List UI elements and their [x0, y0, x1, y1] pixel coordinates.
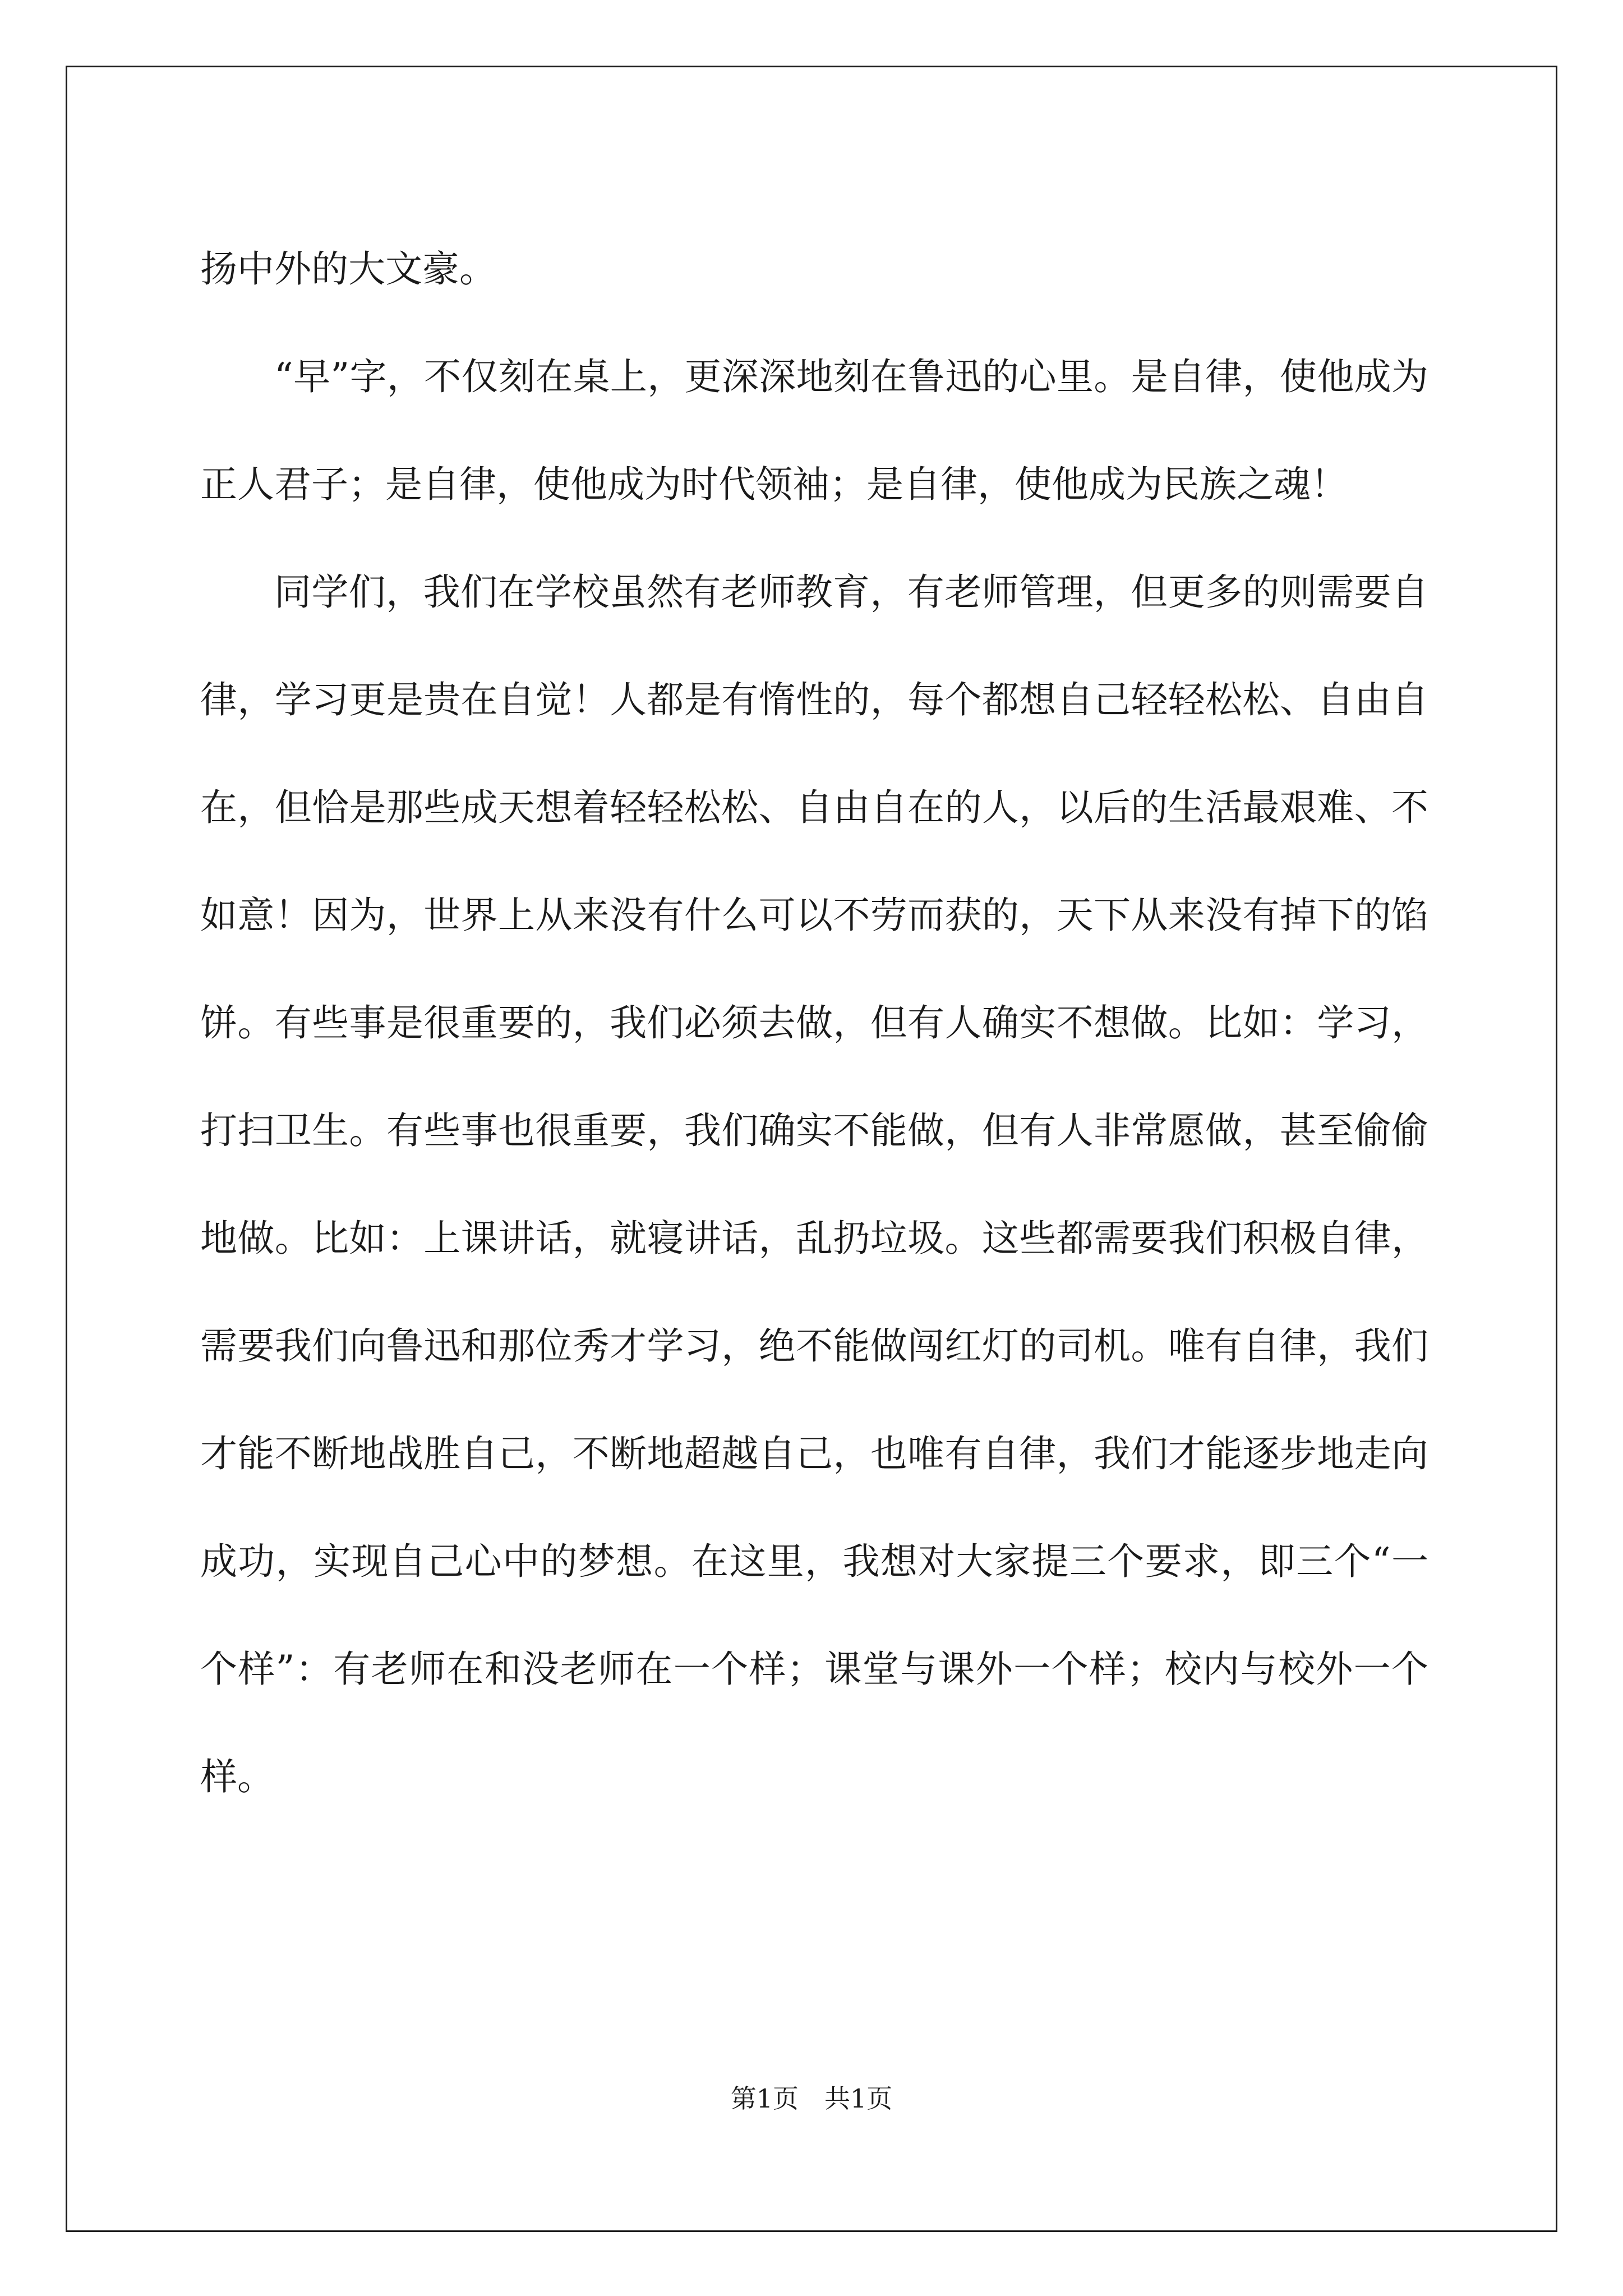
document-body [200, 215, 1428, 1831]
paragraph-1: 扬中外的大文豪。 [200, 247, 496, 291]
paragraph-2: “早”字，不仅刻在桌上，更深深地刻在鲁迅的心里。是自律，使他成为正人君子；是自律，使他成为时代领袖；是自律，使他成为民族之魂！ [200, 355, 1428, 506]
paragraph-3: 同学们，我们在学校虽然有老师教育，有老师管理，但更多的则需要自律，学习更是贵在自觉！人都是有惰性的，每个都想自己轻轻松松、自由自在，但恰是那些成天想着轻轻松松、自由自在的人，以后的生活最艰难、不如意！因为，世界上从来没有什么可以不劳而获的，天下从来没有掉下的馅饼。有些事是很重要的，我们必须去做，但有人确实不想做。比如：学习，打扫卫生。有些事也很重要，我们确实不能做，但有人非常愿做，甚至偷偷地做。比如：上课讲话，就寝讲话，乱扔垃圾。这些都需要我们积极自律，需要我们向鲁迅和那位秀才学习，绝不能做闯红灯的司机。唯有自律，我们才能不断地战胜自己，不断地超越自己，也唯有自律，我们才能逐步地走向成功，实现自己心中的梦想。在这里，我想对大家提三个要求，即三个“一个样”：有老师在和没老师在一个样；课堂与课外一个样；校内与校外一个样。 [200, 570, 1428, 1798]
page-number-footer: 第1页 共1页 [730, 2083, 893, 2114]
